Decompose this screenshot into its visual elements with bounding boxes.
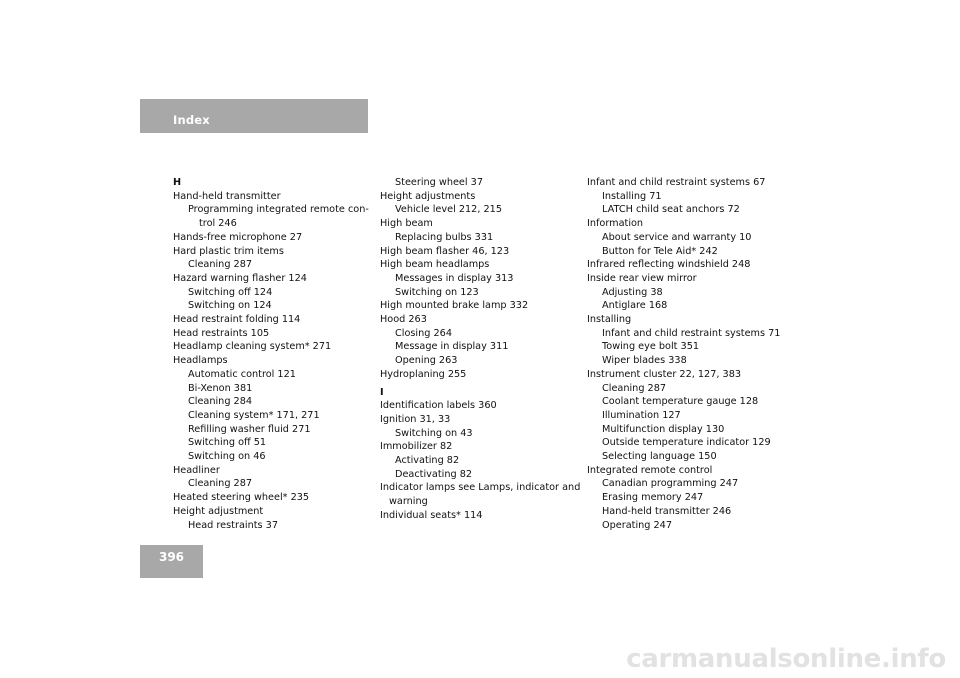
index-entry: High beam [380, 218, 433, 230]
index-entry: Height adjustments [380, 190, 476, 202]
index-entry: Hand-held transmitter [173, 190, 281, 202]
index-subentry: Outside temperature indicator 129 [602, 437, 771, 449]
index-entry: Immobilizer 82 [380, 441, 453, 453]
index-subentry: Switching on 43 [395, 427, 473, 439]
site-watermark: carmanualsonline.info [626, 644, 946, 674]
index-subentry: Automatic control 121 [188, 368, 296, 380]
index-entry: Headlamps [173, 355, 228, 367]
index-subentry: Multifunction display 130 [602, 423, 725, 435]
index-entry: High beam flasher 46, 123 [380, 245, 510, 257]
index-entry: Infrared reflecting windshield 248 [587, 259, 751, 271]
index-entry: Height adjustment [173, 505, 264, 517]
index-subentry: Switching on 123 [395, 286, 479, 298]
index-subentry: Messages in display 313 [395, 272, 514, 284]
index-entry: Hands-free microphone 27 [173, 231, 303, 243]
index-subentry: Closing 264 [395, 327, 452, 339]
index-subentry: Programming integrated remote con- [188, 204, 369, 216]
index-entry: Hydroplaning 255 [380, 368, 467, 380]
section-title: Index [173, 113, 210, 127]
index-subentry: Operating 247 [602, 519, 673, 531]
page-number-tab [140, 545, 203, 578]
index-subentry: About service and warranty 10 [602, 231, 752, 243]
index-subentry: Switching on 124 [188, 300, 272, 312]
index-entry: High mounted brake lamp 332 [380, 300, 529, 312]
index-subentry: Opening 263 [395, 355, 458, 367]
index-subentry: Hand-held transmitter 246 [602, 505, 732, 517]
index-entry: Infant and child restraint systems 67 [587, 177, 766, 188]
index-subentry: Switching on 46 [188, 451, 266, 463]
index-subentry: Installing 71 [602, 190, 662, 202]
index-entry: High beam headlamps [380, 259, 490, 271]
index-subentry: Replacing bulbs 331 [395, 231, 494, 243]
index-subentry: Infant and child restraint systems 71 [602, 327, 781, 339]
index-subentry: LATCH child seat anchors 72 [602, 204, 740, 216]
index-column-1 [173, 176, 369, 532]
index-subentry: Steering wheel 37 [395, 177, 483, 188]
index-subentry: Button for Tele Aid* 242 [602, 245, 718, 257]
index-subentry: Erasing memory 247 [602, 492, 704, 504]
index-entry: Integrated remote control [587, 464, 713, 476]
index-entry: Headlamp cleaning system* 271 [173, 341, 332, 353]
index-subentry: Head restraints 37 [188, 519, 278, 531]
index-entry: Hazard warning flasher 124 [173, 272, 307, 284]
index-entry: Head restraint folding 114 [173, 314, 301, 326]
index-subentry: Selecting language 150 [602, 451, 717, 463]
index-entry: Installing [587, 314, 632, 326]
index-entry: Individual seats* 114 [380, 509, 483, 521]
index-entry-continuation: warning [389, 496, 428, 508]
index-subentry: Cleaning 284 [188, 396, 253, 408]
index-entry: Hood 263 [380, 314, 427, 326]
index-column-2 [380, 176, 581, 523]
index-subentry: Message in display 311 [395, 341, 509, 353]
index-subentry: Canadian programming 247 [602, 478, 739, 490]
index-letter-heading: H [173, 177, 182, 188]
index-letter-heading: I [380, 386, 384, 398]
index-subentry: Coolant temperature gauge 128 [602, 396, 759, 408]
index-subentry: Cleaning 287 [188, 259, 253, 271]
index-entry: Hard plastic trim items [173, 245, 284, 257]
index-subentry: Vehicle level 212, 215 [395, 204, 502, 216]
index-entry: Instrument cluster 22, 127, 383 [587, 368, 742, 380]
index-subentry: Switching off 51 [188, 437, 267, 449]
index-subentry: Antiglare 168 [602, 300, 668, 312]
index-subentry: Switching off 124 [188, 286, 273, 298]
index-subentry: Cleaning 287 [188, 478, 253, 490]
index-subentry: Wiper blades 338 [602, 355, 687, 367]
index-entry: Identification labels 360 [380, 400, 497, 412]
index-entry: Head restraints 105 [173, 327, 270, 339]
index-entry: Ignition 31, 33 [380, 413, 451, 425]
index-subentry: Adjusting 38 [602, 286, 663, 298]
index-entry: Heated steering wheel* 235 [173, 492, 310, 504]
index-entry: Information [587, 218, 644, 230]
index-entry: Inside rear view mirror [587, 272, 697, 284]
index-subentry: Activating 82 [395, 455, 460, 467]
index-subentry: Illumination 127 [602, 409, 681, 421]
index-subentry: Cleaning system* 171, 271 [188, 409, 320, 421]
index-entry: Indicator lamps see Lamps, indicator and [380, 482, 581, 494]
index-entry: Headliner [173, 464, 220, 476]
index-subentry: Refilling washer fluid 271 [188, 423, 311, 435]
page-number: 396 [158, 550, 185, 564]
index-subentry-continuation: trol 246 [199, 218, 237, 230]
index-subentry: Bi-Xenon 381 [188, 382, 253, 394]
index-subentry: Deactivating 82 [395, 468, 473, 480]
index-subentry: Towing eye bolt 351 [602, 341, 700, 353]
section-header-tab [140, 99, 368, 133]
index-column-3 [587, 176, 782, 532]
index-subentry: Cleaning 287 [602, 382, 667, 394]
